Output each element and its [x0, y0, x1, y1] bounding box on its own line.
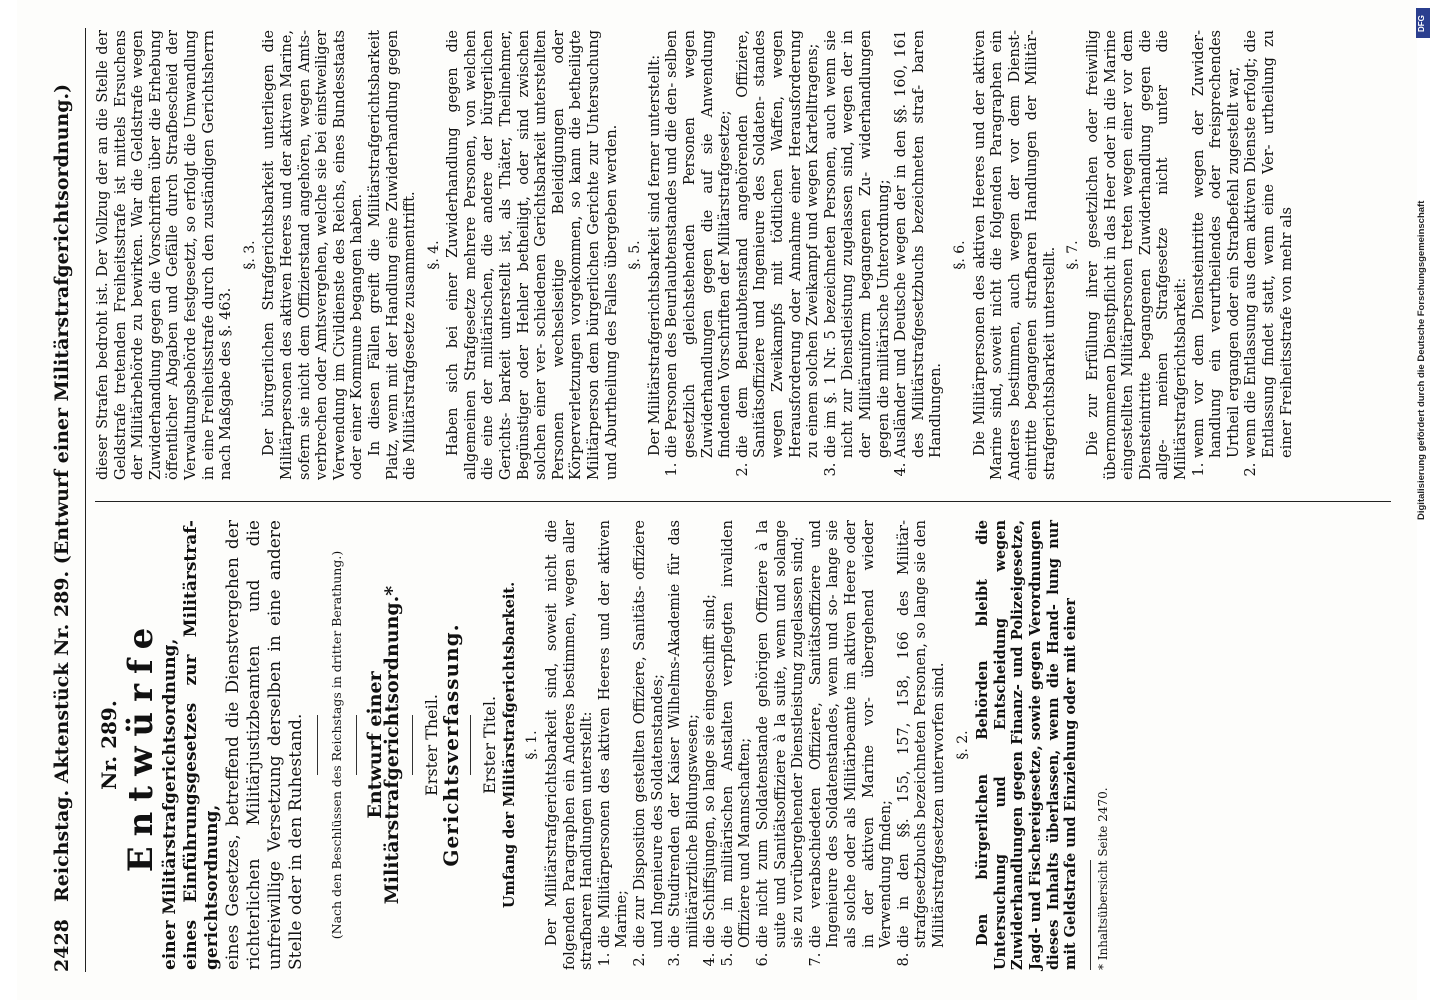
- section-text: Der bürgerlichen Strafgerichtsbarkeit unterliegen die Militärpersonen des aktiven Heeres und der aktiven Marine, sofern sie nicht dem Offizierstand angehören, wegen Amts- verbrechen oder Amtsvergehen, welche sie bei einstweiliger Verwendung im Civildienste des Reichs, eines Bundesstaats oder einer Kommune begangen haben.: [261, 30, 366, 480]
- title-label: Erster Titel.: [480, 695, 500, 795]
- footnote: * Inhaltsübersicht Seite 2470.: [1095, 787, 1110, 970]
- section-heading: §. 2.: [954, 730, 971, 760]
- section-text: Der Militärstrafgerichtsbarkeit sind, soweit nicht die folgenden Paragraphen ein Anderes bestimmen, wegen aller strafbaren Handlungen unterstellt:: [543, 520, 596, 970]
- dfg-logo: [1416, 8, 1430, 38]
- list-item: 7. die verabschiedeten Offiziere, Sanitätsoffiziere und Ingenieure des Soldatenstandes, wenn und so- lange sie als solche oder als Militärbeamte im aktiven Heere oder in der aktiven Marine vor- übergehend wieder Verwendung finden;: [808, 520, 896, 948]
- reading-note: (Nach den Beschlüssen des Reichstags in dritter Berathung.): [329, 550, 345, 940]
- section-text: Den bürgerlichen Behörden bleibt die Untersuchung und Entscheidung wegen Zuwiderhandlungen gegen Finanz- und Polizeigesetze, Jagd- und Fischereigesetze, sowie gegen Verordnungen dieses Inhalts überlassen, wenn die Hand- lung nur mit Geldstrafe und Einziehung oder mit einer: [974, 520, 1080, 970]
- list-item: 4. Ausländer und Deutsche wegen der in den §§. 160, 161 des Militärstrafgesetzbuchs bezeichneten straf- baren Handlungen.: [893, 30, 946, 458]
- list-item: 1. wenn vor dem Diensteintritte wegen der Zuwider- handlung ein verurtheilendes oder freisprechendes Urtheil ergangen oder ein Strafbefehl zugestellt war,: [1191, 30, 1244, 458]
- running-header: [47, 28, 85, 972]
- section-text: dieser Strafen bedroht ist. Der Vollzug der an die Stelle der Geldstrafe tretenden Freiheitsstrafe ist mittels Ersuchens der Militärbehörde zu bewirken. War die Geldstrafe wegen Zuwiderhandlung gegen die Vorschriften über die Erhebung öffentlicher Abgaben und Gefälle durch Strafbescheid der Verwaltungsbehörde festgesetzt, so erfolgt die Umwandlung in eine Freiheitsstrafe durch den zuständigen Gerichtsherrn nach Maßgabe des §. 463.: [95, 30, 235, 480]
- section-text: Die Militärpersonen des aktiven Heeres und der aktiven Marine sind, soweit nicht die folgenden Paragraphen ein Anderes bestimmen, auch wegen der vor dem Dienst- eintritte begangenen strafbaren Handlungen der Militär- strafgerichtsbarkeit unterstellt.: [971, 30, 1058, 480]
- section-heading: §. 6.: [951, 240, 968, 270]
- section-text: Der Militärstrafgerichtsbarkeit sind ferner unterstellt:: [646, 54, 663, 456]
- section-heading: §. 1.: [524, 730, 541, 760]
- title-name: Umfang der Militärstrafgerichtsbarkeit.: [500, 581, 518, 909]
- dfg-logo-text: DFG: [1417, 15, 1426, 32]
- column-divider: [95, 501, 1391, 502]
- part-title: Gerichtsverfassung.: [438, 623, 463, 867]
- digitization-text: Digitalisierung gefördert durch die Deutsche Forschungsgemeinschaft: [1416, 200, 1427, 520]
- divider: [356, 715, 357, 775]
- section-text: Die zur Erfüllung ihrer gesetzlichen oder freiwillig übernommenen Dienstpflicht in das Heer oder in die Marine eingestellten Militärpersonen treten wegen einer vor dem Diensteintritte begangenen Zuwiderhandlung gegen die allge- meinen Strafgesetze nicht unter die Militärstrafgerichtsbarkeit:: [1085, 30, 1190, 480]
- divider: [470, 715, 471, 775]
- list-item: 4. die Schiffsjungen, so lange sie eingeschifft sind;: [702, 520, 720, 948]
- list-item: 5. die in militärischen Anstalten verpflegten invaliden Offiziere und Mannschaften;: [720, 520, 755, 948]
- list-item: 3. die im §. 1 Nr. 5 bezeichneten Personen, auch wenn sie nicht zur Dienstleistung zugelassen sind, wegen der in der Militäruniform begangenen Zu- widerhandlungen gegen die militärische Unterordnung;: [823, 30, 893, 458]
- divider: [412, 715, 413, 775]
- section-heading: §. 5.: [627, 240, 644, 270]
- section-list: [597, 520, 949, 970]
- running-head: Reichstag. Aktenstück Nr. 289. (Entwurf einer Militärstrafgerichtsordnung.): [51, 83, 73, 902]
- list-item: 2. die dem Beurlaubtenstand angehörenden Offiziere, Sanitätsoffiziere und Ingenieure des Soldaten- standes wegen Zweikampfs mit tödtlichen Waffen, wegen Herausforderung oder Annahme einer Herausforderung zu einem solchen Zweikampf und wegen Kartelltragens;: [735, 30, 823, 458]
- list-item: 3. die Studirenden der Kaiser Wilhelms-Akademie für das militärärztliche Bildungswesen;: [667, 520, 702, 948]
- list-item: 2. die zur Disposition gestellten Offiziere, Sanitäts- offiziere und Ingenieure des Soldatenstandes;: [632, 520, 667, 948]
- section-heading: §. 7.: [1065, 240, 1082, 270]
- divider: [317, 715, 318, 775]
- list-item: 1. die Personen des Beurlaubtenstandes und die den- selben gesetzlich gleichstehenden Personen wegen Zuwiderhandlungen gegen die auf sie Anwendung findenden Vorschriften der Militärstrafgesetze;: [664, 30, 734, 458]
- headline: Entwürfe: [120, 617, 161, 873]
- section-list: [1191, 30, 1297, 480]
- document-number: Nr. 289.: [97, 700, 121, 790]
- title-2: eines Einführungsgesetzes zur Militärstraf- gerichtsordnung,: [181, 520, 223, 970]
- part-label: Erster Theil.: [421, 694, 441, 796]
- title-3: eines Gesetzes, betreffend die Dienstvergehen der richterlichen Militärjustizbeamten und die unfreiwillige Versetzung derselben in eine andere Stelle oder in den Ruhestand.: [223, 520, 307, 970]
- list-item: 2. wenn die Entlassung aus dem aktiven Dienste erfolgt; die Entlassung findet statt, wenn eine Ver- urtheilung zu einer Freiheitsstrafe von mehr als: [1243, 30, 1296, 458]
- left-column: [95, 520, 1112, 970]
- document-page: [17, 0, 1417, 1000]
- list-item: 8. die in den §§. 155, 157, 158, 166 des Militär- strafgesetzbuchs bezeichneten Personen, so lange sie den Militärstrafgesetzen unterworfen sind.: [896, 520, 949, 948]
- draft-title: Entwurf einer Militärstrafgerichtsordnung.*: [363, 585, 404, 905]
- section-heading: §. 4.: [425, 240, 442, 270]
- section-list: [664, 30, 946, 480]
- list-item: 1. die Militärpersonen des aktiven Heeres und der aktiven Marine;: [597, 520, 632, 948]
- page-number: 2428: [51, 919, 73, 972]
- header-rule: [85, 28, 86, 972]
- right-column: [95, 30, 1296, 480]
- list-item: 6. die nicht zum Soldatenstande gehörigen Offiziere à la suite und Sanitätsoffiziere à la suite, wenn und solange sie zu vorübergehender Dienstleistung zugelassen sind;: [755, 520, 808, 948]
- title-1: einer Militärstrafgerichtsordnung,: [160, 638, 181, 970]
- section-heading: §. 3.: [241, 240, 258, 270]
- footnote-rule: [1090, 860, 1091, 970]
- section-text: In diesen Fällen greift die Militärstrafgerichtsbarkeit Platz, wenn mit der Handlung eine Zuwiderhandlung gegen die Militärstrafgesetze zusammentrifft.: [366, 30, 419, 480]
- digitization-note: [1412, 0, 1434, 1000]
- section-text: Haben sich bei einer Zuwiderhandlung gegen die allgemeinen Strafgesetze mehrere Personen, von welchen die eine der militärischen, die andere der bürgerlichen Gerichts- barkeit unterstellt ist, als Thäter, Theilnehmer, Begünstiger oder Hehler betheiligt, oder sind zwischen solchen einer ver- schiedenen Gerichtsbarkeit unterstellten Personen wechselseitige Beleidigungen oder Körperverletzungen vorgekommen, so kann die betheiligte Militärperson dem bürgerlichen Gerichte zur Untersuchung und Aburtheilung des Falles übergeben werden.: [445, 30, 620, 480]
